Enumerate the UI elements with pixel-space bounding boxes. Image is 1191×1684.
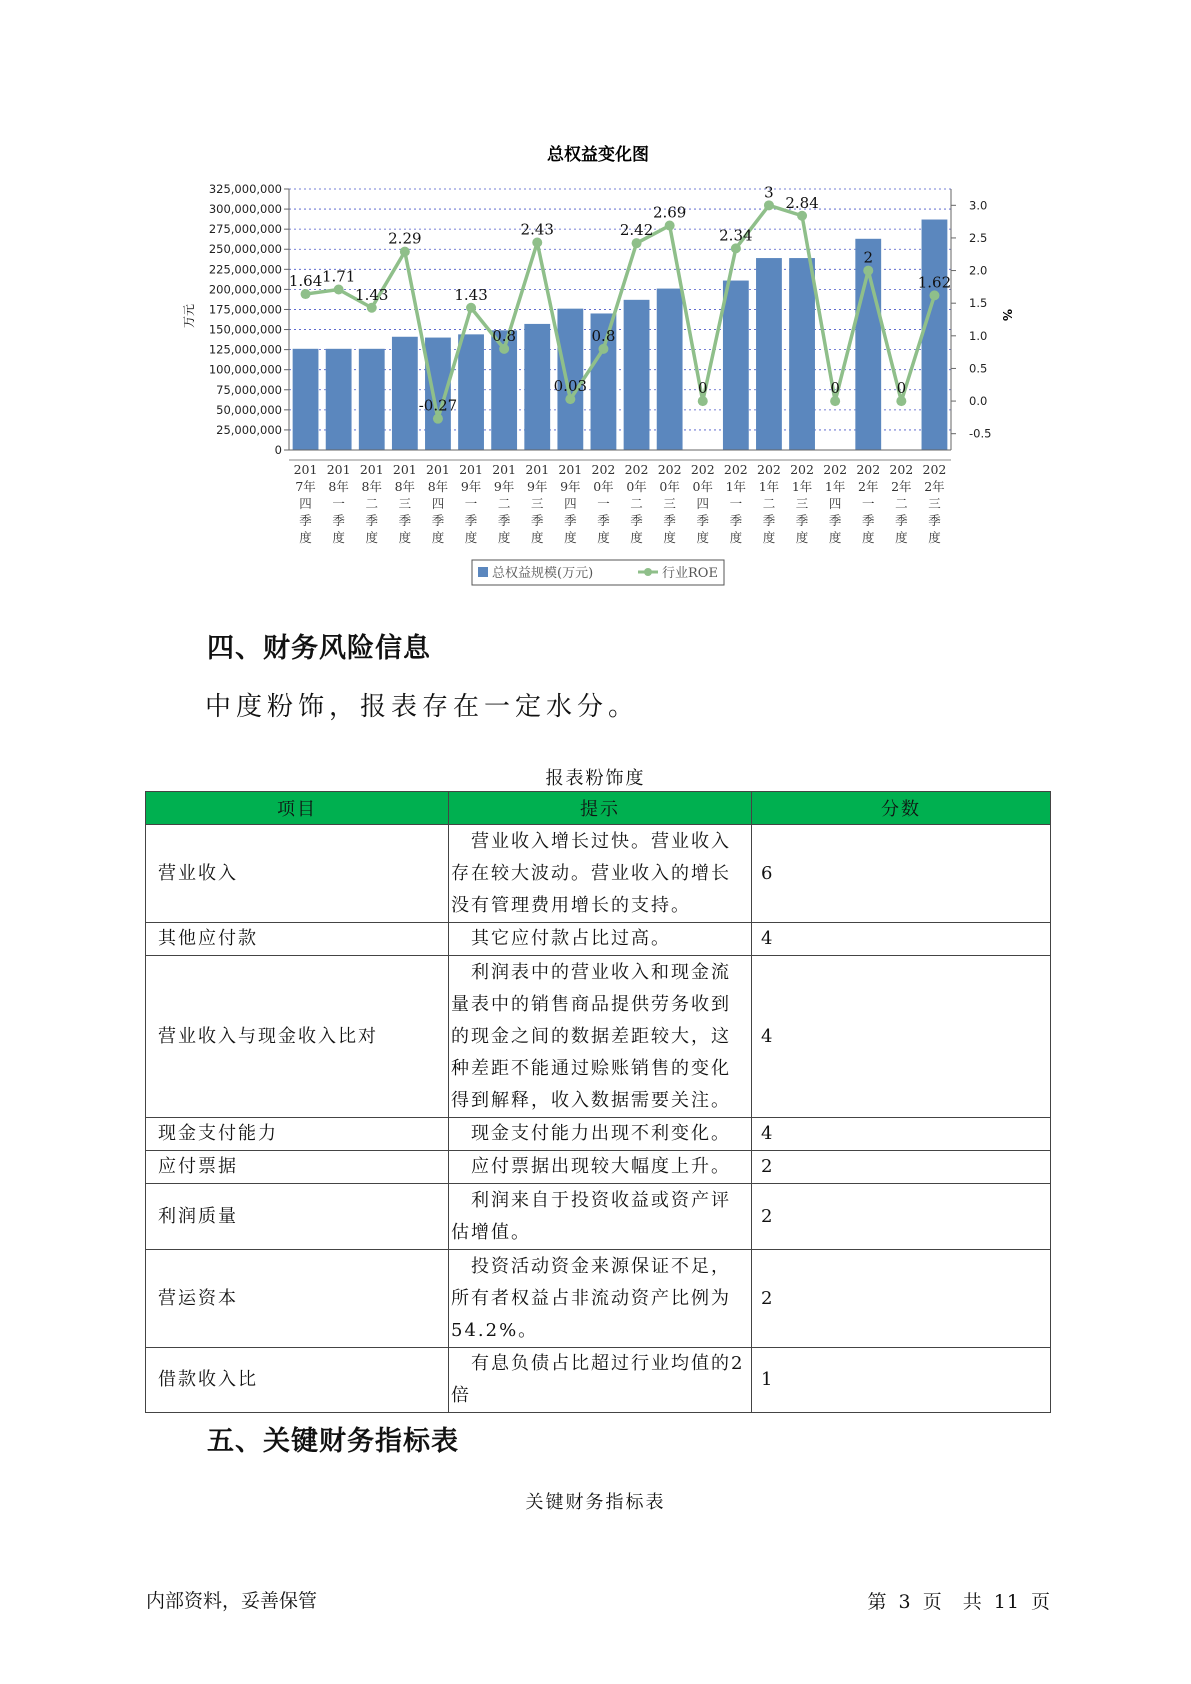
table-row	[146, 1348, 1051, 1413]
chart-title: 总权益变化图	[547, 145, 649, 165]
table-cell-hint: 应付票据出现较大幅度上升。	[449, 1151, 752, 1184]
x-axis-tick-label: 7年	[295, 479, 316, 494]
x-axis-tick-label: 四	[431, 496, 445, 511]
x-axis-tick-label: 201	[426, 462, 450, 477]
table-cell-score: 2	[752, 1184, 1051, 1250]
right-axis-tick-label: 0.0	[969, 394, 988, 409]
roe-point	[598, 344, 608, 354]
x-axis-tick-label: 202	[624, 462, 649, 477]
x-axis-tick-label: 0年	[593, 479, 614, 494]
x-axis-tick-label: 度	[299, 530, 312, 545]
x-axis-tick-label: 0年	[626, 479, 647, 494]
x-axis-tick-label: 季	[861, 513, 875, 528]
chart-legend	[472, 560, 724, 585]
roe-point	[764, 200, 774, 210]
roe-data-label: 0.8	[591, 326, 616, 345]
x-axis-tick-label: 201	[525, 462, 550, 477]
table-row	[146, 1250, 1051, 1348]
roe-data-label: 2	[863, 248, 874, 267]
x-axis-tick-label: 201	[492, 462, 517, 477]
x-axis-tick-label: 2年	[891, 479, 912, 494]
legend-line-label: 行业ROE	[662, 566, 718, 581]
x-axis-tick-labels	[294, 462, 947, 545]
x-axis-tick-label: 二	[365, 496, 379, 511]
table-cell-score: 4	[752, 1118, 1051, 1151]
table-row	[146, 1184, 1051, 1250]
x-axis-tick-label: 202	[856, 462, 881, 477]
roe-point	[433, 414, 443, 424]
table-cell-item: 应付票据	[146, 1151, 449, 1184]
x-axis-tick-label: 201	[392, 462, 417, 477]
roe-data-label: 3	[764, 183, 774, 202]
table-cell-hint: 其它应付款占比过高。	[449, 923, 752, 956]
x-axis-tick-label: 9年	[460, 479, 482, 494]
right-axis-tick-label: 1.0	[969, 328, 988, 343]
roe-point	[896, 396, 906, 406]
roe-data-label: 2.42	[619, 221, 654, 240]
table-row	[146, 1118, 1051, 1151]
equity-bar	[756, 258, 782, 450]
table-cell-score: 6	[752, 825, 1051, 923]
section4-heading: 四、财务风险信息	[207, 633, 431, 664]
table-cell-score: 1	[752, 1348, 1051, 1413]
left-axis-tick-label: 225,000,000	[208, 262, 282, 277]
x-axis-tick-label: 2年	[858, 479, 879, 494]
table-cell-hint: 利润表中的营业收入和现金流量表中的销售商品提供劳务收到的现金之间的数据差距较大，这种差距不能通过赊账销售的变化得到解释，收入数据需要关注。	[449, 956, 752, 1118]
right-axis-tick-label: -0.5	[969, 426, 992, 441]
x-axis-tick-label: 度	[530, 530, 544, 545]
x-axis-tick-label: 0年	[659, 479, 680, 494]
x-axis-tick-label: 三	[795, 496, 809, 511]
x-axis-tick-label: 度	[663, 530, 676, 545]
table-cell-hint: 有息负债占比超过行业均值的2倍	[449, 1348, 752, 1413]
x-axis-tick-label: 201	[558, 462, 583, 477]
x-axis-tick-label: 二	[895, 496, 908, 511]
x-axis-tick-label: 1年	[824, 479, 846, 494]
x-axis-tick-label: 季	[762, 513, 776, 528]
roe-point	[830, 396, 840, 406]
table-cell-score: 2	[752, 1151, 1051, 1184]
x-axis-tick-label: 一	[861, 496, 875, 511]
roe-data-label: 0	[896, 379, 907, 398]
table-cell-hint: 投资活动资金来源保证不足，所有者权益占非流动资产比例为54.2%。	[449, 1250, 752, 1348]
left-axis-tick-label: 25,000,000	[216, 422, 282, 437]
x-axis-tick-label: 9年	[560, 479, 581, 494]
roe-point	[731, 243, 741, 253]
table-row	[146, 825, 1051, 923]
equity-bar	[392, 337, 418, 450]
x-axis-tick-label: 季	[597, 513, 610, 528]
x-axis-tick-label: 度	[928, 530, 941, 545]
roe-point	[466, 303, 476, 313]
roe-data-label: 0.8	[492, 326, 517, 345]
x-axis-tick-label: 三	[663, 496, 676, 511]
whitewash-table	[145, 791, 1051, 1413]
x-axis-tick-label: 0年	[692, 479, 713, 494]
x-axis-tick-label: 度	[895, 530, 908, 545]
x-axis-tick-label: 度	[795, 530, 809, 545]
x-axis-tick-label: 度	[564, 530, 577, 545]
roe-data-label: 1.71	[321, 267, 356, 286]
roe-point	[698, 396, 708, 406]
x-axis-tick-label: 1年	[758, 479, 780, 494]
x-axis-tick-label: 201	[326, 462, 351, 477]
x-axis-tick-label: 度	[762, 530, 776, 545]
x-axis-tick-label: 四	[299, 496, 312, 511]
page-prefix: 第	[867, 1591, 888, 1613]
x-axis-tick-label: 季	[895, 513, 908, 528]
x-axis-tick-label: 度	[398, 530, 412, 545]
x-axis-tick-label: 202	[690, 462, 715, 477]
table-cell-item: 利润质量	[146, 1184, 449, 1250]
header-item: 项目	[146, 792, 449, 825]
equity-bar	[789, 258, 815, 450]
left-axis-tick-label: 75,000,000	[216, 382, 282, 397]
x-axis-tick-label: 季	[564, 513, 577, 528]
roe-data-label: -0.27	[418, 396, 458, 415]
roe-data-label: 0	[830, 379, 840, 398]
x-axis-tick-label: 8年	[361, 479, 382, 494]
x-axis-tick-label: 9年	[493, 479, 515, 494]
left-axis-tick-label: 50,000,000	[216, 402, 282, 417]
x-axis-tick-label: 度	[729, 530, 743, 545]
table-header-row	[146, 792, 1051, 825]
left-axis-tick-label: 125,000,000	[208, 342, 282, 357]
x-axis-tick-label: 季	[332, 513, 345, 528]
legend-bar-label: 总权益规模(万元)	[492, 566, 594, 581]
x-axis-tick-label: 季	[795, 513, 809, 528]
x-axis-tick-label: 8年	[394, 479, 416, 494]
table-cell-hint: 营业收入增长过快。营业收入存在较大波动。营业收入的增长没有管理费用增长的支持。	[449, 825, 752, 923]
table-cell-item: 营业收入	[146, 825, 449, 923]
roe-point	[400, 247, 410, 257]
right-axis-tick-label: 2.5	[969, 230, 988, 245]
page-total: 11	[993, 1591, 1020, 1613]
x-axis-tick-label: 度	[597, 530, 610, 545]
x-axis-tick-label: 季	[630, 513, 643, 528]
roe-data-label: 2.69	[652, 203, 687, 222]
x-axis-tick-label: 季	[299, 513, 312, 528]
x-axis-tick-label: 二	[762, 496, 776, 511]
x-axis-tick-label: 季	[928, 513, 941, 528]
x-axis-tick-label: 季	[729, 513, 743, 528]
page-current: 3	[898, 1591, 912, 1613]
x-axis-tick-label: 202	[823, 462, 848, 477]
x-axis-tick-label: 度	[696, 530, 710, 545]
header-hint: 提示	[449, 792, 752, 825]
left-axis-tick-label: 275,000,000	[208, 222, 282, 237]
x-axis-tick-label: 度	[861, 530, 875, 545]
x-axis-tick-label: 四	[564, 496, 577, 511]
x-axis-tick-label: 1年	[791, 479, 813, 494]
x-axis-tick-label: 度	[630, 530, 643, 545]
left-axis-tick-label: 200,000,000	[208, 282, 282, 297]
equity-bar	[359, 349, 385, 450]
x-axis-tick-label: 一	[729, 496, 743, 511]
roe-data-label: 2.34	[719, 226, 753, 245]
roe-data-label: 0	[697, 379, 708, 398]
equity-bar	[293, 349, 319, 450]
bar-series	[293, 220, 948, 450]
x-axis-tick-label: 202	[657, 462, 682, 477]
right-axis-unit: %	[1000, 308, 1014, 322]
key-metrics-table-title: 关键财务指标表	[525, 1492, 666, 1513]
x-axis-tick-label: 9年	[527, 479, 548, 494]
roe-point	[301, 289, 311, 299]
roe-data-label: 2.29	[388, 229, 422, 248]
x-axis-tick-label: 一	[464, 496, 478, 511]
roe-point	[334, 284, 344, 294]
x-axis-tick-label: 季	[365, 513, 379, 528]
left-axis-tick-label: 325,000,000	[208, 182, 282, 196]
roe-point	[929, 290, 939, 300]
x-axis-tick-label: 季	[431, 513, 445, 528]
x-axis-tick-label: 季	[530, 513, 544, 528]
x-axis-tick-label: 季	[828, 513, 842, 528]
equity-bar	[524, 324, 550, 450]
equity-bar	[624, 300, 650, 450]
x-axis-tick-label: 四	[828, 496, 842, 511]
roe-data-label: 1.64	[288, 272, 323, 291]
x-axis-tick-label: 202	[922, 462, 947, 477]
x-axis-tick-label: 201	[459, 462, 483, 477]
roe-point	[632, 238, 642, 248]
table-cell-item: 营运资本	[146, 1250, 449, 1348]
x-axis-tick-label: 四	[696, 496, 710, 511]
roe-data-label: 1.62	[917, 273, 952, 292]
table-cell-score: 2	[752, 1250, 1051, 1348]
table-cell-item: 营业收入与现金收入比对	[146, 956, 449, 1118]
x-axis-tick-label: 度	[464, 530, 478, 545]
left-axis-tick-label: 300,000,000	[208, 202, 282, 217]
x-axis-tick-label: 三	[928, 496, 941, 511]
risk-summary-text: 中度粉饰，报表存在一定水分。	[205, 692, 640, 722]
left-axis-tick-label: 0	[274, 443, 282, 457]
page-number	[863, 1587, 1051, 1614]
x-axis-tick-label: 三	[398, 496, 412, 511]
risk-table-title: 报表粉饰度	[545, 768, 646, 789]
x-axis-tick-label: 202	[591, 462, 616, 477]
x-axis-tick-label: 一	[332, 496, 345, 511]
table-cell-hint: 现金支付能力出现不利变化。	[449, 1118, 752, 1151]
left-axis-tick-label: 175,000,000	[208, 302, 282, 317]
header-score: 分数	[752, 792, 1051, 825]
left-axis-tick-label: 150,000,000	[208, 322, 282, 337]
equity-bar	[657, 289, 683, 450]
x-axis-tick-label: 1年	[725, 479, 747, 494]
left-axis-tick-label: 100,000,000	[208, 362, 282, 377]
roe-data-label: 1.43	[454, 285, 488, 304]
left-axis-tick-label: 250,000,000	[208, 242, 282, 257]
x-axis-tick-label: 8年	[328, 479, 349, 494]
x-axis-tick-label: 度	[828, 530, 842, 545]
roe-point	[532, 238, 542, 248]
roe-point	[565, 394, 575, 404]
x-axis-tick-label: 8年	[427, 479, 449, 494]
roe-data-label: 2.84	[785, 193, 819, 212]
equity-change-chart	[0, 0, 1191, 600]
page-suffix: 页	[1030, 1591, 1051, 1613]
x-axis-tick-label: 季	[663, 513, 676, 528]
table-cell-item: 借款收入比	[146, 1348, 449, 1413]
roe-point	[367, 303, 377, 313]
x-axis-tick-label: 201	[293, 462, 318, 477]
x-axis-tick-label: 度	[365, 530, 379, 545]
table-row	[146, 956, 1051, 1118]
x-axis-tick-label: 2年	[924, 479, 945, 494]
table-cell-score: 4	[752, 923, 1051, 956]
x-axis-tick-label: 季	[398, 513, 412, 528]
x-axis-tick-label: 季	[464, 513, 478, 528]
x-axis-tick-label: 一	[597, 496, 610, 511]
roe-data-label: 0.03	[553, 377, 588, 396]
x-axis-tick-label: 202	[889, 462, 914, 477]
right-axis-tick-label: 0.5	[969, 361, 988, 376]
x-axis-tick-label: 202	[757, 462, 781, 477]
right-axis-tick-label: 2.0	[969, 263, 988, 278]
roe-data-label: 1.43	[355, 285, 389, 304]
table-cell-score: 4	[752, 956, 1051, 1118]
x-axis-tick-label: 度	[431, 530, 445, 545]
roe-point	[499, 344, 509, 354]
x-axis-tick-label: 201	[359, 462, 384, 477]
left-axis-unit: 万元	[182, 303, 196, 329]
footer-confidential: 内部资料，妥善保管	[146, 1590, 318, 1612]
roe-point	[665, 221, 675, 231]
x-axis-tick-label: 202	[790, 462, 814, 477]
equity-bar	[458, 334, 484, 450]
table-cell-item: 现金支付能力	[146, 1118, 449, 1151]
table-row	[146, 1151, 1051, 1184]
x-axis-tick-label: 季	[497, 513, 511, 528]
table-cell-item: 其他应付款	[146, 923, 449, 956]
page-mid: 页 共	[922, 1591, 983, 1613]
x-axis-tick-label: 度	[497, 530, 511, 545]
table-cell-hint: 利润来自于投资收益或资产评估增值。	[449, 1184, 752, 1250]
x-axis-tick-label: 二	[630, 496, 643, 511]
equity-bar	[723, 281, 749, 450]
section5-heading: 五、关键财务指标表	[207, 1426, 459, 1457]
roe-point	[863, 266, 873, 276]
right-axis-tick-label: 3.0	[969, 198, 988, 213]
right-axis-tick-label: 1.5	[969, 296, 988, 311]
roe-data-label: 2.43	[520, 220, 554, 239]
equity-bar	[922, 220, 948, 450]
table-row	[146, 923, 1051, 956]
legend-bar-swatch	[478, 567, 488, 577]
x-axis-tick-label: 度	[332, 530, 345, 545]
x-axis-tick-label: 202	[723, 462, 748, 477]
legend-line-marker	[644, 568, 652, 576]
equity-bar	[326, 349, 352, 450]
x-axis-tick-label: 二	[497, 496, 511, 511]
table-body	[146, 825, 1051, 1413]
x-axis-tick-label: 季	[696, 513, 710, 528]
roe-point	[797, 211, 807, 221]
x-axis-tick-label: 三	[530, 496, 544, 511]
